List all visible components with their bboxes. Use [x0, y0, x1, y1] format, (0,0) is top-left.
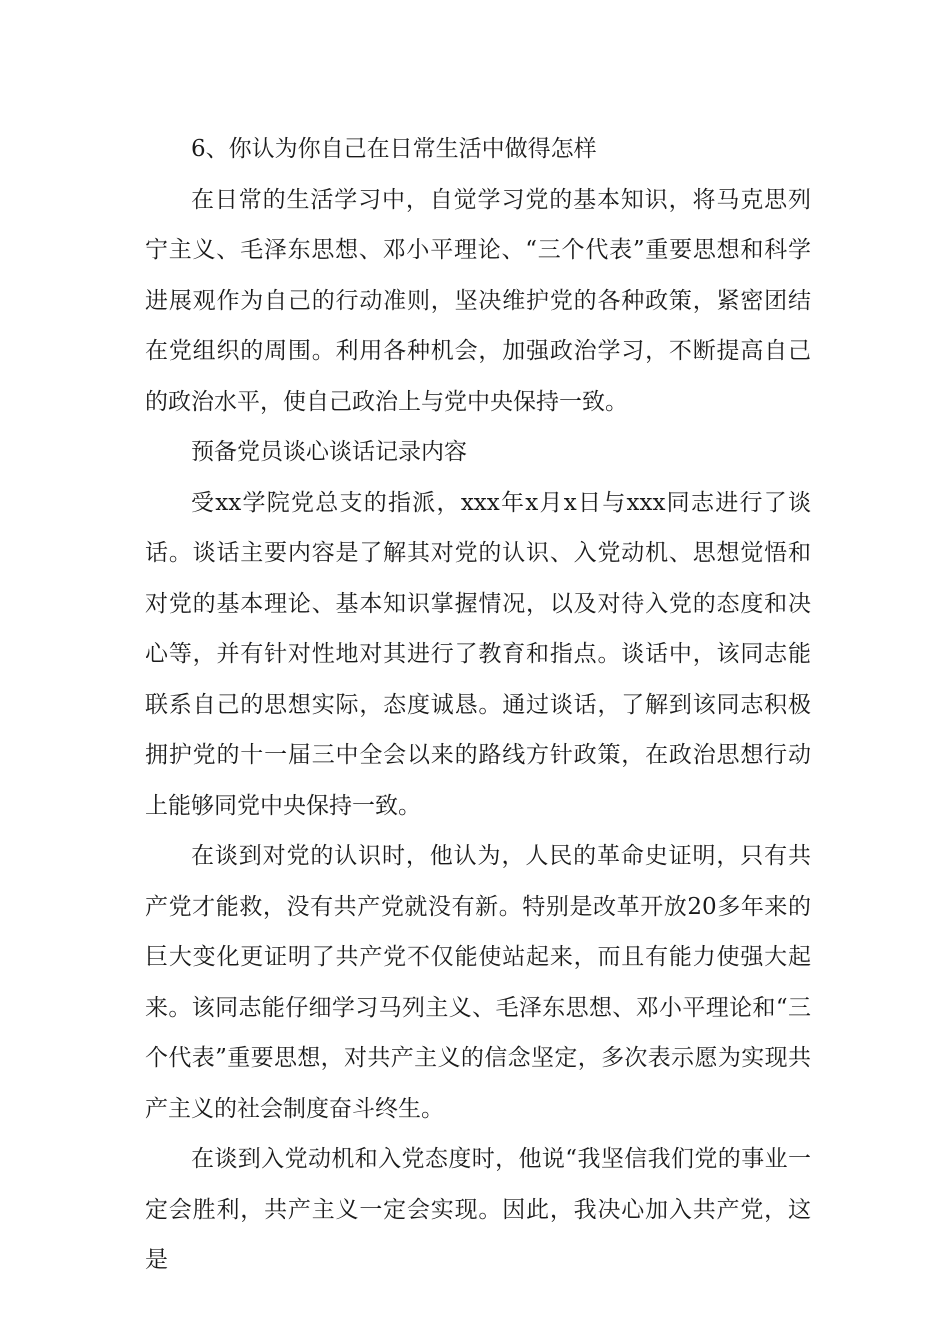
body-paragraph: 在谈到入党动机和入党态度时，他说“我坚信我们党的事业一定会胜利，共产主义一定会实现。因此，我决心加入共产党，这是 — [145, 1146, 811, 1273]
body-paragraph: 在谈到对党的认识时，他认为，人民的革命史证明，只有共产党才能救，没有共产党就没有新。特别是改革开放20多年来的巨大变化更证明了共产党不仅能使站起来，而且有能力使强大起来。该同志能仔细学习马列主义、毛泽东思想、邓小平理论和“三个代表”重要思想，对共产主义的信念坚定，多次表示愿为实现共产主义的社会制度奋斗终生。 — [145, 843, 811, 1122]
question-heading: 6、你认为你自己在日常生活中做得怎样 — [191, 136, 597, 162]
document-body — [145, 124, 811, 1286]
body-paragraph: 受xx学院党总支的指派，xxx年x月x日与xxx同志进行了谈话。谈话主要内容是了解其对党的认识、入党动机、思想觉悟和对党的基本理论、基本知识掌握情况，以及对待入党的态度和决心等，并有针对性地对其进行了教育和指点。谈话中，该同志能联系自己的思想实际，态度诚恳。通过谈话，了解到该同志积极拥护党的十一届三中全会以来的路线方针政策，在政治思想行动上能够同党中央保持一致。 — [145, 489, 811, 819]
body-paragraph: 在日常的生活学习中，自觉学习党的基本知识，将马克思列宁主义、毛泽东思想、邓小平理论、“三个代表”重要思想和科学进展观作为自己的行动准则，坚决维护党的各种政策，紧密团结在党组织的周围。利用各种机会，加强政治学习，不断提高自己的政治水平，使自己政治上与党中央保持一致。 — [145, 186, 811, 415]
section-title: 预备党员谈心谈话记录内容 — [191, 439, 467, 465]
